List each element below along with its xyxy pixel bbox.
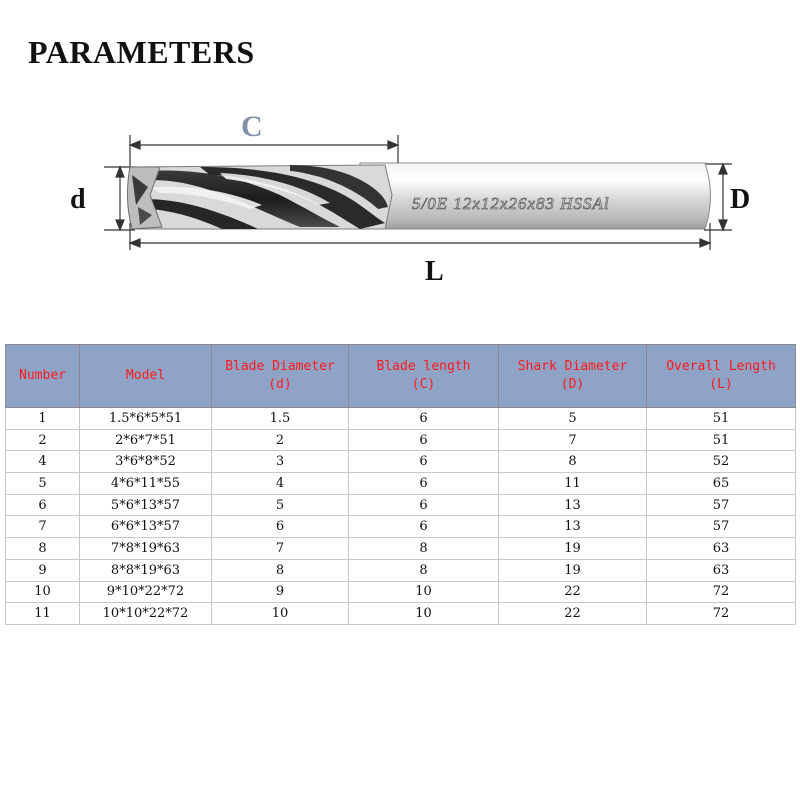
cell-overall-length: 52 — [647, 451, 796, 473]
cell-overall-length: 51 — [647, 408, 796, 430]
cell-blade-length: 6 — [349, 473, 499, 495]
table-row — [6, 559, 796, 581]
header-shank-diameter: Shark Diameter (D) — [499, 345, 647, 408]
cell-blade-length: 6 — [349, 408, 499, 430]
cell-number: 4 — [6, 451, 80, 473]
table-row — [6, 408, 796, 430]
cell-shank-diameter: 5 — [499, 408, 647, 430]
cell-model: 5*6*13*57 — [80, 494, 212, 516]
cell-overall-length: 57 — [647, 516, 796, 538]
cell-model: 1.5*6*5*51 — [80, 408, 212, 430]
dimension-l-label: L — [425, 256, 444, 287]
header-model: Model — [80, 345, 212, 408]
dimension-d-big-label: D — [730, 184, 751, 215]
cell-number: 5 — [6, 473, 80, 495]
header-blade-diameter: Blade Diameter (d) — [212, 345, 349, 408]
cell-blade-diameter: 2 — [212, 429, 349, 451]
cell-overall-length: 72 — [647, 581, 796, 603]
cell-blade-diameter: 5 — [212, 494, 349, 516]
header-number: Number — [6, 345, 80, 408]
cell-number: 8 — [6, 538, 80, 560]
cell-model: 9*10*22*72 — [80, 581, 212, 603]
cell-number: 9 — [6, 559, 80, 581]
cell-blade-diameter: 9 — [212, 581, 349, 603]
cell-blade-diameter: 6 — [212, 516, 349, 538]
cell-shank-diameter: 19 — [499, 559, 647, 581]
cell-blade-diameter: 1.5 — [212, 408, 349, 430]
page-title: PARAMETERS — [28, 34, 255, 70]
cell-number: 11 — [6, 603, 80, 625]
cell-blade-length: 6 — [349, 494, 499, 516]
cell-model: 6*6*13*57 — [80, 516, 212, 538]
cell-overall-length: 63 — [647, 538, 796, 560]
cell-number: 6 — [6, 494, 80, 516]
cell-model: 8*8*19*63 — [80, 559, 212, 581]
cell-blade-length: 8 — [349, 559, 499, 581]
cell-model: 3*6*8*52 — [80, 451, 212, 473]
cell-blade-length: 10 — [349, 603, 499, 625]
cell-overall-length: 51 — [647, 429, 796, 451]
cell-model: 7*8*19*63 — [80, 538, 212, 560]
cell-blade-length: 10 — [349, 581, 499, 603]
table-row — [6, 603, 796, 625]
end-mill-diagram — [0, 95, 800, 295]
cell-blade-diameter: 7 — [212, 538, 349, 560]
cell-overall-length: 57 — [647, 494, 796, 516]
cell-blade-diameter: 10 — [212, 603, 349, 625]
cell-shank-diameter: 8 — [499, 451, 647, 473]
dimension-c-label: C — [241, 110, 263, 143]
cell-model: 4*6*11*55 — [80, 473, 212, 495]
table-row — [6, 429, 796, 451]
cell-number: 2 — [6, 429, 80, 451]
cell-shank-diameter: 11 — [499, 473, 647, 495]
cell-number: 10 — [6, 581, 80, 603]
table-row — [6, 473, 796, 495]
table-header-row — [6, 345, 796, 408]
cell-model: 2*6*7*51 — [80, 429, 212, 451]
cell-shank-diameter: 13 — [499, 494, 647, 516]
cell-shank-diameter: 19 — [499, 538, 647, 560]
table-row — [6, 581, 796, 603]
parameters-table — [5, 344, 796, 625]
cell-blade-diameter: 4 — [212, 473, 349, 495]
cell-blade-diameter: 8 — [212, 559, 349, 581]
cell-shank-diameter: 22 — [499, 581, 647, 603]
cell-shank-diameter: 7 — [499, 429, 647, 451]
dimension-d-small-label: d — [70, 184, 86, 215]
cell-shank-diameter: 13 — [499, 516, 647, 538]
cell-blade-diameter: 3 — [212, 451, 349, 473]
cell-overall-length: 65 — [647, 473, 796, 495]
table-row — [6, 538, 796, 560]
cell-overall-length: 72 — [647, 603, 796, 625]
table-row — [6, 494, 796, 516]
cell-model: 10*10*22*72 — [80, 603, 212, 625]
shank-etching: 5/0E 12x12x26x83 HSSAl — [412, 194, 610, 213]
header-overall-length: Overall Length (L) — [647, 345, 796, 408]
cell-number: 1 — [6, 408, 80, 430]
cell-blade-length: 6 — [349, 516, 499, 538]
cell-blade-length: 6 — [349, 451, 499, 473]
cell-blade-length: 6 — [349, 429, 499, 451]
table-row — [6, 451, 796, 473]
cell-blade-length: 8 — [349, 538, 499, 560]
table-row — [6, 516, 796, 538]
cell-number: 7 — [6, 516, 80, 538]
header-blade-length: Blade length (C) — [349, 345, 499, 408]
cell-shank-diameter: 22 — [499, 603, 647, 625]
cell-overall-length: 63 — [647, 559, 796, 581]
